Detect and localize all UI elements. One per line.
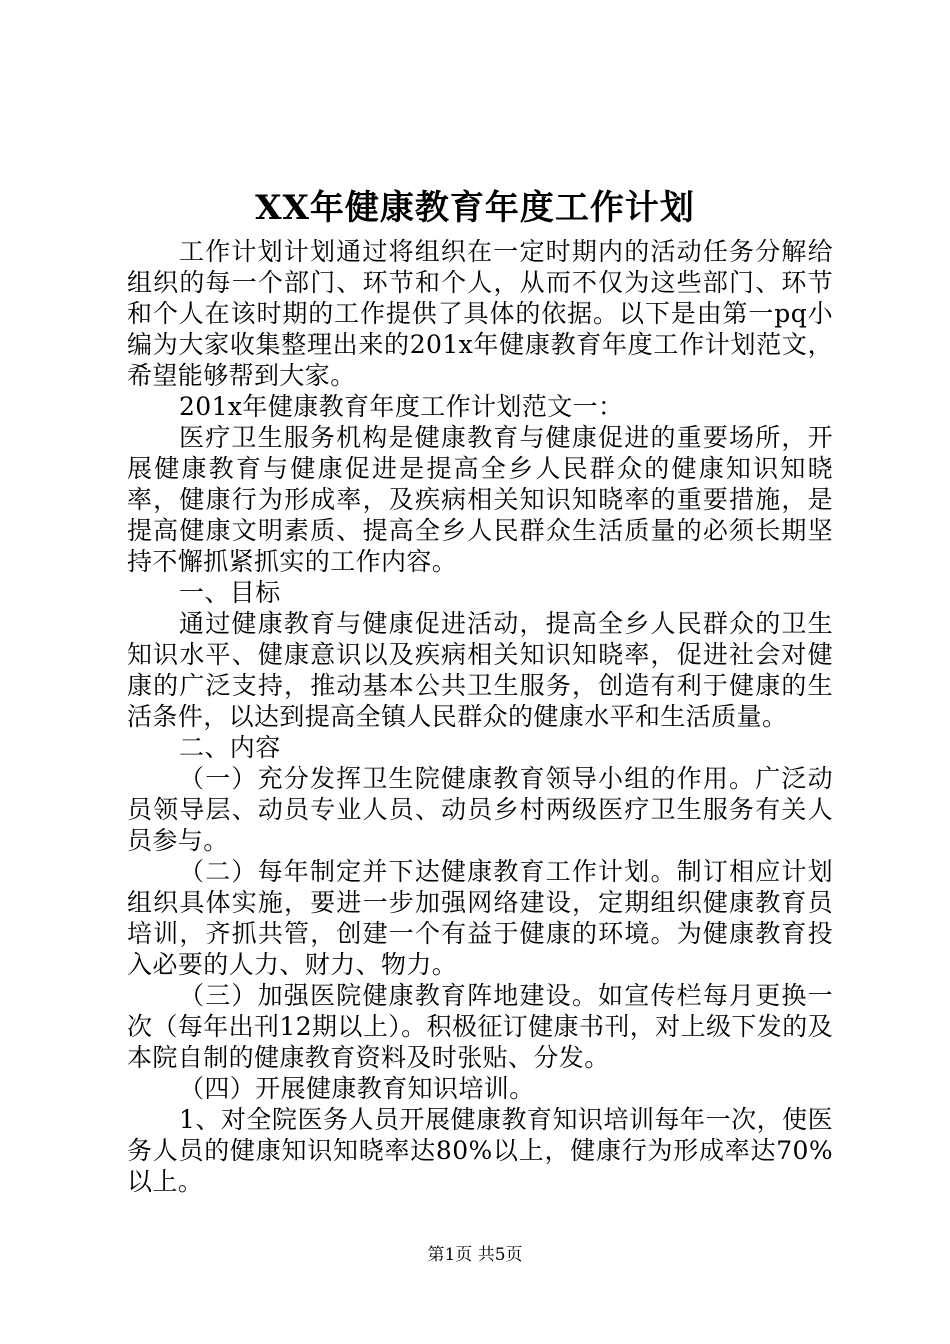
document-title: XX年健康教育年度工作计划 (255, 188, 695, 228)
content-item-2: （二）每年制定并下达健康教育工作计划。制订相应计划组织具体实施，要进一步加强网络建设，定期组织健康教育员培训，齐抓共管，创建一个有益于健康的环境。为健康教育投入必要的人力、财力、物力。 (127, 857, 833, 979)
content-item-1: （一）充分发挥卫生院健康教育领导小组的作用。广泛动员领导层、动员专业人员、动员乡村两级医疗卫生服务有关人员参与。 (127, 764, 833, 855)
section-heading-content: 二、内容 (179, 733, 281, 762)
intro-paragraph: 工作计划计划通过将组织在一定时期内的活动任务分解给组织的每一个部门、环节和个人，从而不仅为这些部门、环节和个人在该时期的工作提供了具体的依据。以下是由第一pq小编为大家收集整理出来的201x年健康教育年度工作计划范文，希望能够帮到大家。 (127, 237, 833, 390)
sample-heading: 201x年健康教育年度工作计划范文一： (179, 392, 624, 421)
page-number-footer: 第1页 共5页 (427, 1245, 523, 1265)
training-item-1: 1、对全院医务人员开展健康教育知识培训每年一次，使医务人员的健康知识知晓率达80%以上，健康行为形成率达70%以上。 (127, 1105, 833, 1196)
content-item-4: （四）开展健康教育知识培训。 (179, 1074, 535, 1103)
content-item-3: （三）加强医院健康教育阵地建设。如宣传栏每月更换一次（每年出刊12期以上）。积极征订健康书刊，对上级下发的及本院自制的健康教育资料及时张贴、分发。 (127, 981, 833, 1072)
section-heading-goals: 一、目标 (179, 578, 281, 607)
background-paragraph: 医疗卫生服务机构是健康教育与健康促进的重要场所，开展健康教育与健康促进是提高全乡人民群众的健康知识知晓率，健康行为形成率，及疾病相关知识知晓率的重要措施，是提高健康文明素质、提高全乡人民群众生活质量的必须长期坚持不懈抓紧抓实的工作内容。 (127, 423, 833, 576)
document-body (127, 236, 833, 1197)
goals-paragraph: 通过健康教育与健康促进活动，提高全乡人民群众的卫生知识水平、健康意识以及疾病相关知识知晓率，促进社会对健康的广泛支持，推动基本公共卫生服务，创造有利于健康的生活条件，以达到提高全镇人民群众的健康水平和生活质量。 (127, 609, 833, 731)
